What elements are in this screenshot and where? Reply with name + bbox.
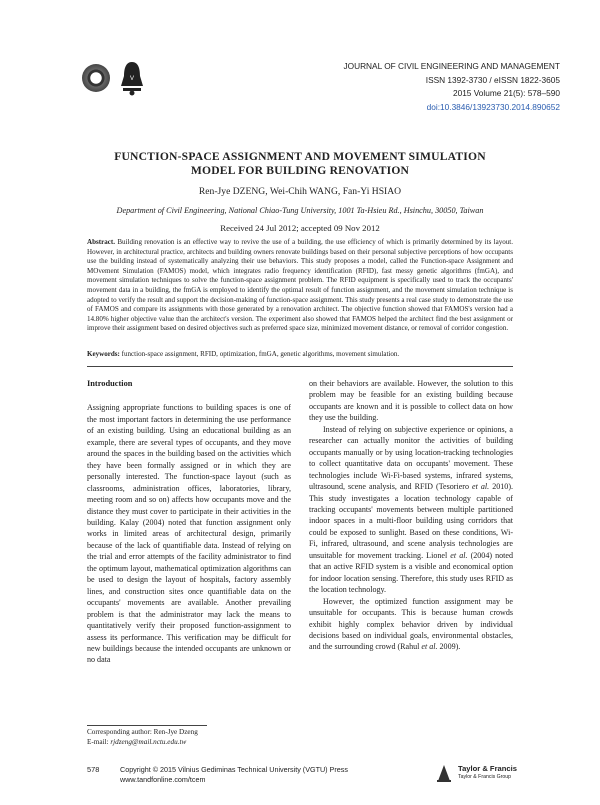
abstract — [87, 238, 513, 334]
university-seal-logo — [82, 64, 110, 92]
copyright — [120, 765, 348, 784]
email-line: E-mail: rjdzeng@mail.nctu.edu.tw — [87, 737, 187, 746]
abstract-text: Building renovation is an effective way to revive the use of a building, the use efficiency of which is primarily determined by its layout. However, in architectural practice, architects and building owners renovate buildings based on their personal subjective perceptions of how occupants use the building instead of systematically analyzing their use behaviors. This study proposes a model, called the Function-space Assignment and MOvement Simulation (FAMOS) model, which integrates radio frequency identification (RFID), fast messy genetic algorithms (fmGA), and movement simulation techniques to solve the function-space assignment problem. The RFID equipment is specifically used to track the occupants' movement data in a building, the fmGA is employed to identify the optimal result of function assignment, and the movement simulation technique is adopted to verify the result and support the decision-making of function-space assignment. This study presents a real case study to demonstrate the use of FAMOS and compare its assignments with those generated by a renovation architect. The objective function showed that FAMOS's version had a 14.80% higher objective value than the architect's version. The experiment also showed that FAMOS helped the architect find the best assignment or improve their assignment based on desired objectives such as preferred space size, minimized movement distance, or removal of corridor congestion. — [87, 238, 513, 333]
section-heading: Introduction — [87, 379, 133, 388]
keywords — [87, 350, 513, 358]
title-line-1: FUNCTION-SPACE ASSIGNMENT AND MOVEMENT SIMULATION — [114, 150, 486, 163]
journal-volume: 2015 Volume 21(5): 578–590 — [452, 88, 560, 99]
journal-name: JOURNAL OF CIVIL ENGINEERING AND MANAGEMENT — [343, 61, 560, 71]
paragraph: on their behaviors are available. However, the solution to this problem may be feasible for an existing building because occupants are known and it is possible to collect data on how they use the building. — [309, 379, 513, 423]
publisher-group: Taylor & Francis Group — [458, 774, 512, 780]
page-number: 578 — [87, 765, 100, 774]
paragraph: Instead of relying on subjective experience or opinions, a researcher can actually monitor the activities of building occupants manually or by using location-tracking technologies to collect quantitative data on occupants' movement. These technologies include Wi-Fi-based systems, infrared systems, ultrasound, scene analysis, and RFID (Tesoriero et al. 2010). This study investigates a location technology capable of tracking occupants' movements between multiple partitioned indoor spaces in a multi-floor building using corridors that could be exposed to sunlight. Based on these conditions, Wi-Fi, infrared, ultrasound, and scene analysis technologies are unsuitable for movement tracking. Lionel et al. (2004) noted that an active RFID system is a visible and economical option for indoor location sensing. Therefore, this study uses RFID as the location technology. — [309, 424, 514, 595]
paragraph: However, the optimized function assignment may be unsuitable for occupants. This is because human crowds exhibit highly complex behavior driven by individual decisions based on individual goals, environmental obstacles, and the surrounding crowd (Rahul et al. 2009). — [309, 596, 513, 652]
right-column — [309, 378, 513, 653]
copyright-text: Copyright © 2015 Vilnius Gediminas Technical University (VGTU) Press — [120, 765, 348, 774]
divider — [87, 366, 513, 367]
publisher-name: Taylor & Francis — [458, 764, 517, 773]
abstract-label: Abstract. — [87, 238, 115, 246]
keywords-text: function-space assignment, RFID, optimization, fmGA, genetic algorithms, movement simulation. — [121, 350, 400, 358]
keywords-label: Keywords: — [87, 350, 120, 358]
received-dates: Received 24 Jul 2012; accepted 09 Nov 2012 — [220, 223, 380, 233]
website-link[interactable]: www.tandfonline.com/tcem — [120, 774, 206, 784]
journal-issn: ISSN 1392-3730 / eISSN 1822-3605 — [425, 74, 560, 85]
corresponding-author — [87, 728, 198, 747]
paragraph: Assigning appropriate functions to building spaces is one of the most important factors in determining the use performance of an existing building. Using an educational building as an example, there are several types of occupants, and they move around the spaces in the building based on the activities which they have been formally assigned or in which they are personally interested. The function-space layout (such as classrooms, administration offices, laboratories, library, meeting room and so on) affects how occupants move and the distance they must cover to participate in their activities in the building. Kalay (2004) noted that function assignment only works in limited areas of architectural design, primarily because of the lack of quantifiable data. Instead of relying on the trial and error attempts of the facility administrator to find the optimum layout, mathematical optimization algorithms can be used to design the layout of hospitals, factory assembly lines, and construction sites once quantifiable data on the occupants' movements are available. Another prevailing problem is that the administrator may lack the means to quantitatively verify their proposed function-assignment to assess its performance. This verification may be difficult for new buildings because the intended occupants are unknown or no data — [87, 403, 291, 665]
publisher-logo — [435, 761, 525, 785]
journal-header — [343, 60, 560, 114]
bell-logo — [117, 60, 147, 96]
corresponding-author-name: Corresponding author: Ren-Jye Dzeng — [87, 728, 198, 736]
authors: Ren-Jye DZENG, Wei-Chih WANG, Fan-Yi HSIAO — [198, 186, 402, 197]
title-line-2: MODEL FOR BUILDING RENOVATION — [190, 163, 410, 177]
left-column — [87, 378, 291, 666]
svg-text:V: V — [129, 76, 135, 82]
affiliation: Department of Civil Engineering, National Chiao-Tung University, 1001 Ta-Hsieu Rd., Hsinchu, 30050, Taiwan — [116, 206, 484, 215]
doi-link[interactable]: doi:10.3846/13923730.2014.890652 — [426, 101, 560, 112]
publisher-emblem-icon — [435, 763, 453, 783]
article-title — [60, 150, 540, 177]
footnote-divider — [87, 725, 207, 726]
email-link[interactable]: rjdzeng@mail.nctu.edu.tw — [110, 737, 187, 746]
